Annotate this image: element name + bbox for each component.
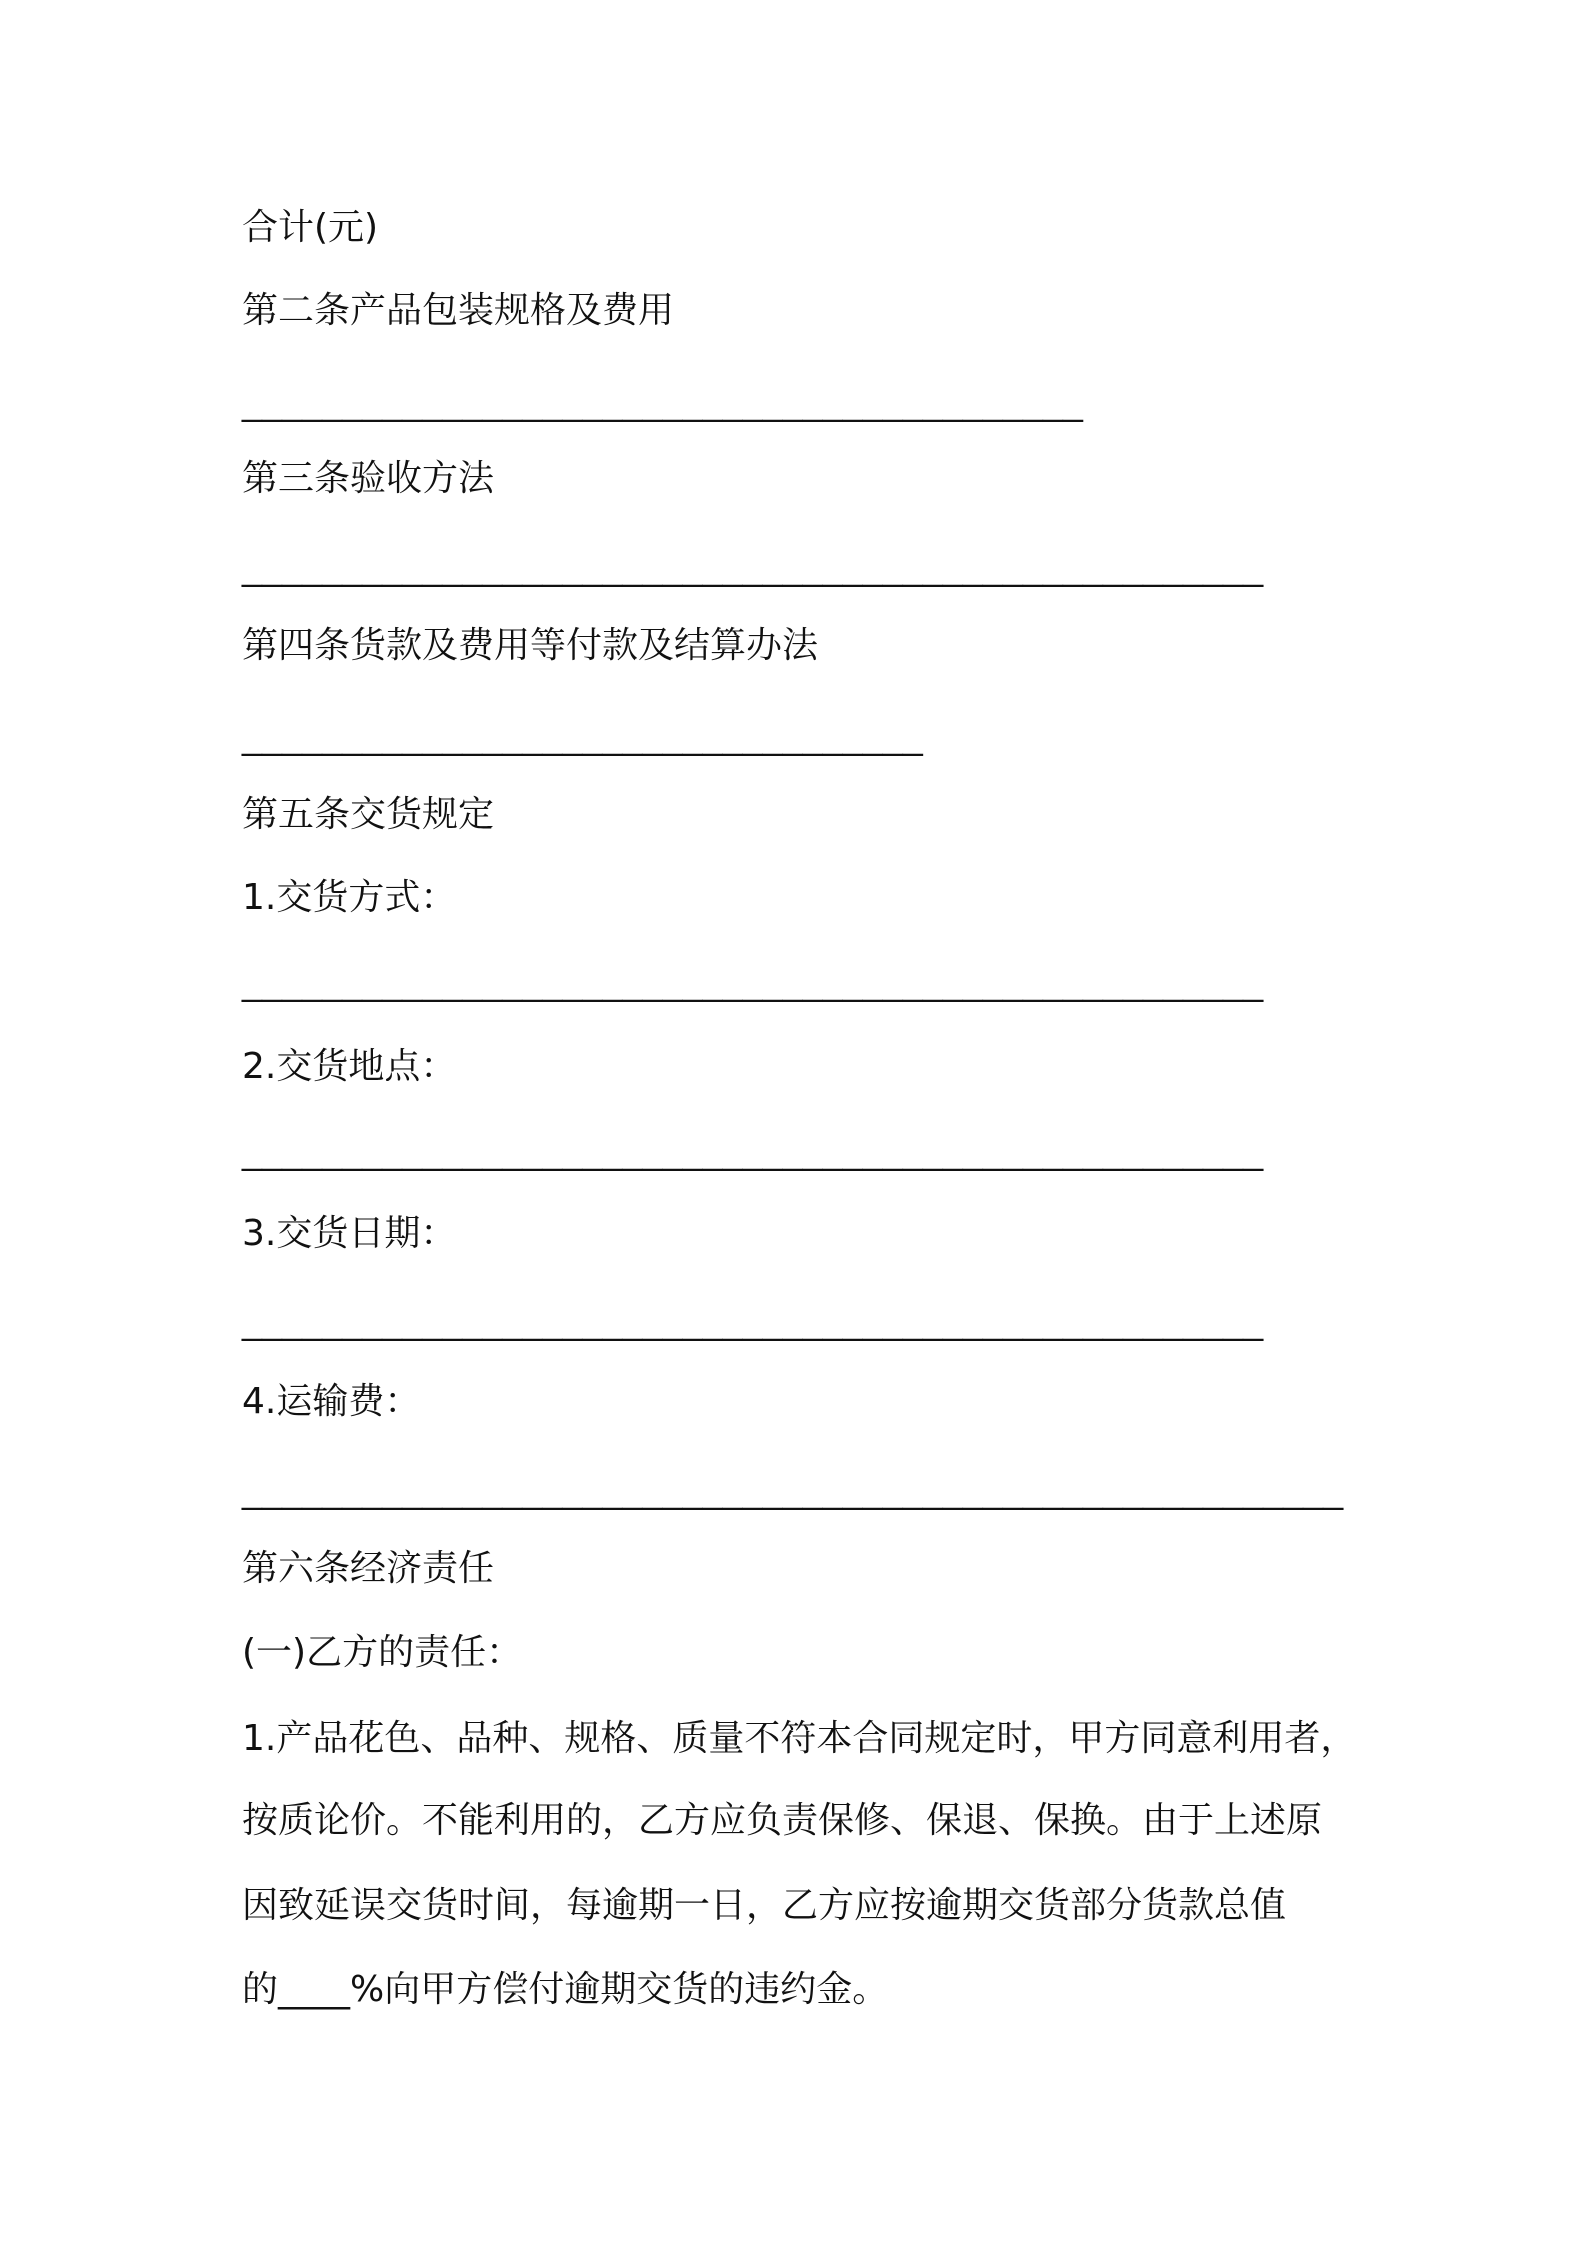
paragraph-line: 1.产品花色、品种、规格、质量不符本合同规定时，甲方同意利用者，	[242, 1718, 1357, 1759]
delivery-method-blank-line: ___________________________________________________	[242, 962, 1264, 1003]
delivery-method-label: 1.交货方式：	[242, 877, 457, 918]
article4-blank-line: __________________________________	[242, 716, 923, 757]
article5-title: 第五条交货规定	[242, 794, 495, 835]
total-heading: 合计(元)	[242, 207, 379, 248]
article6-title: 第六条经济责任	[242, 1548, 495, 1589]
paragraph-line: 的____%向甲方偿付逾期交货的违约金。	[242, 1969, 889, 2010]
delivery-location-label: 2.交货地点：	[242, 1046, 457, 1087]
delivery-date-blank-line: ___________________________________________________	[242, 1301, 1264, 1342]
article4-title: 第四条货款及费用等付款及结算办法	[242, 625, 819, 666]
delivery-date-label: 3.交货日期：	[242, 1213, 457, 1254]
article2-title: 第二条产品包装规格及费用	[242, 290, 675, 331]
article6-subsection-heading: (一)乙方的责任：	[242, 1632, 523, 1673]
freight-blank-line: _______________________________________________________	[242, 1470, 1344, 1511]
article2-blank-line: __________________________________________	[242, 382, 1083, 423]
delivery-location-blank-line: ___________________________________________________	[242, 1131, 1264, 1172]
article3-title: 第三条验收方法	[242, 458, 495, 499]
article3-blank-line: ___________________________________________________	[242, 547, 1264, 588]
paragraph-line: 因致延误交货时间，每逾期一日，乙方应按逾期交货部分货款总值	[242, 1885, 1287, 1926]
paragraph-line: 按质论价。不能利用的，乙方应负责保修、保退、保换。由于上述原	[242, 1800, 1323, 1841]
freight-label: 4.运输费：	[242, 1381, 421, 1422]
